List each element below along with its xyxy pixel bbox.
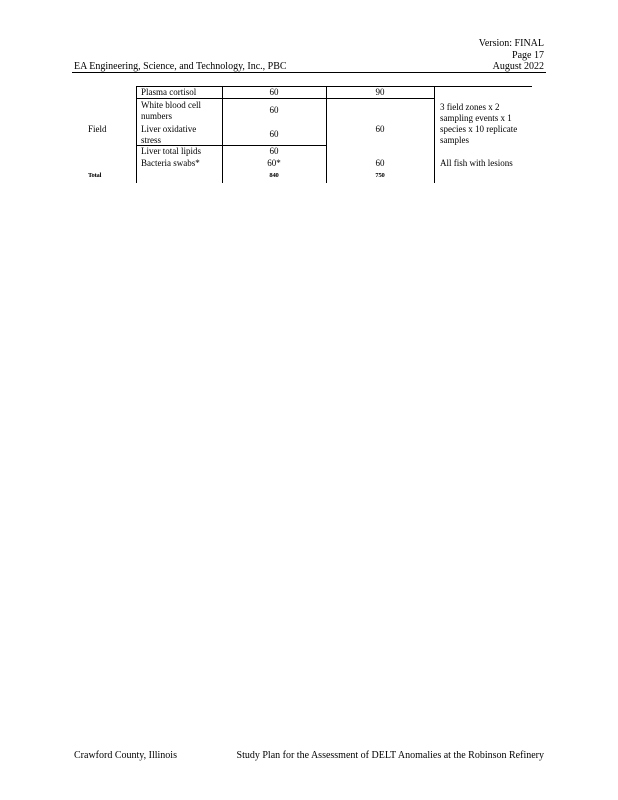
analysis-cell: Liver total lipids	[141, 146, 201, 156]
footer-right: Study Plan for the Assessment of DELT Anomalies at the Robinson Refinery	[236, 750, 544, 761]
document-date: August 2022	[492, 61, 544, 72]
column-rule	[434, 86, 435, 183]
column-rule	[136, 86, 137, 183]
total-count-a: 840	[269, 172, 279, 179]
analysis-line: numbers	[141, 111, 172, 121]
footer-left: Crawford County, Illinois	[74, 750, 177, 761]
count-a-cell: 60*	[267, 158, 281, 168]
analysis-line: White blood cell	[141, 100, 201, 110]
total-label: Total	[88, 172, 102, 179]
count-b-cell: 60	[375, 158, 385, 168]
note-line: samples	[440, 135, 469, 145]
analysis-line: stress	[141, 135, 161, 145]
count-a-cell: 60	[269, 146, 279, 156]
total-count-b: 750	[375, 172, 385, 179]
analysis-cell: Bacteria swabs*	[141, 158, 200, 168]
count-a-cell: 60	[269, 105, 279, 115]
count-a-cell: 60	[269, 129, 279, 139]
merged-count-b-cell: 60	[375, 124, 385, 134]
version-label: Version: FINAL	[478, 38, 544, 49]
count-a-cell: 60	[269, 87, 279, 97]
note-line: species x 10 replicate	[440, 124, 518, 134]
analysis-line: Liver oxidative	[141, 124, 197, 134]
count-b-cell: 90	[375, 87, 385, 97]
analysis-cell	[141, 100, 201, 122]
group-label: Field	[88, 124, 107, 134]
row-rule	[136, 98, 434, 99]
sample-count-table	[0, 0, 618, 200]
analysis-cell: Plasma cortisol	[141, 87, 197, 97]
note-line: 3 field zones x 2	[440, 102, 500, 112]
page-number: Page 17	[512, 49, 544, 61]
note-cell: All fish with lesions	[440, 158, 513, 168]
merged-note-cell	[440, 102, 517, 146]
company-name: EA Engineering, Science, and Technology, Inc., PBC	[74, 61, 287, 72]
analysis-cell	[141, 124, 196, 146]
note-line: sampling events x 1	[440, 113, 512, 123]
